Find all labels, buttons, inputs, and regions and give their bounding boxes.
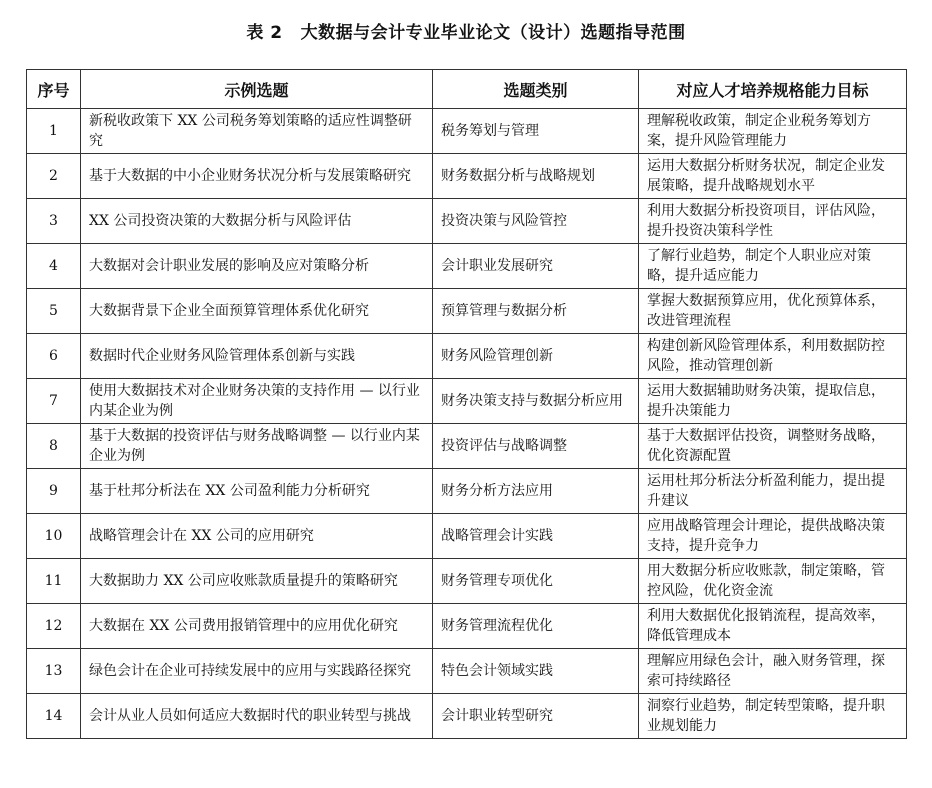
row-index: 8 — [27, 424, 81, 469]
table-row — [27, 379, 907, 424]
row-goal: 利用大数据优化报销流程，提高效率，降低管理成本 — [639, 604, 907, 649]
header-category: 选题类别 — [433, 70, 639, 109]
header-topic: 示例选题 — [81, 70, 433, 109]
row-category: 特色会计领域实践 — [433, 649, 639, 694]
row-index: 12 — [27, 604, 81, 649]
row-topic: 数据时代企业财务风险管理体系创新与实践 — [81, 334, 433, 379]
row-goal: 了解行业趋势，制定个人职业应对策略，提升适应能力 — [639, 244, 907, 289]
row-goal: 利用大数据分析投资项目，评估风险，提升投资决策科学性 — [639, 199, 907, 244]
row-index: 6 — [27, 334, 81, 379]
row-index: 11 — [27, 559, 81, 604]
row-goal: 理解应用绿色会计，融入财务管理，探索可持续路径 — [639, 649, 907, 694]
row-goal: 构建创新风险管理体系，利用数据防控风险，推动管理创新 — [639, 334, 907, 379]
row-category: 税务筹划与管理 — [433, 109, 639, 154]
row-goal: 掌握大数据预算应用，优化预算体系，改进管理流程 — [639, 289, 907, 334]
row-category: 会计职业转型研究 — [433, 694, 639, 739]
row-topic: 绿色会计在企业可持续发展中的应用与实践路径探究 — [81, 649, 433, 694]
row-goal: 基于大数据评估投资，调整财务战略，优化资源配置 — [639, 424, 907, 469]
row-category: 预算管理与数据分析 — [433, 289, 639, 334]
row-topic: 基于大数据的中小企业财务状况分析与发展策略研究 — [81, 154, 433, 199]
row-index: 7 — [27, 379, 81, 424]
table-row — [27, 514, 907, 559]
header-row — [27, 70, 907, 109]
table-row — [27, 694, 907, 739]
table-row — [27, 109, 907, 154]
table-row — [27, 559, 907, 604]
row-topic: 基于大数据的投资评估与财务战略调整 — 以行业内某企业为例 — [81, 424, 433, 469]
row-category: 财务风险管理创新 — [433, 334, 639, 379]
table-row — [27, 334, 907, 379]
row-topic: 大数据助力 XX 公司应收账款质量提升的策略研究 — [81, 559, 433, 604]
caption-text: 大数据与会计专业毕业论文（设计）选题指导范围 — [300, 23, 686, 43]
row-goal: 理解税收政策，制定企业税务筹划方案，提升风险管理能力 — [639, 109, 907, 154]
table-row — [27, 469, 907, 514]
table-row — [27, 199, 907, 244]
row-index: 5 — [27, 289, 81, 334]
row-category: 投资评估与战略调整 — [433, 424, 639, 469]
row-category: 财务决策支持与数据分析应用 — [433, 379, 639, 424]
row-category: 财务数据分析与战略规划 — [433, 154, 639, 199]
row-index: 3 — [27, 199, 81, 244]
row-index: 2 — [27, 154, 81, 199]
row-index: 4 — [27, 244, 81, 289]
topic-table — [26, 69, 907, 739]
row-topic: 大数据对会计职业发展的影响及应对策略分析 — [81, 244, 433, 289]
header-goal: 对应人才培养规格能力目标 — [639, 70, 907, 109]
row-index: 14 — [27, 694, 81, 739]
table-row — [27, 289, 907, 334]
row-goal: 应用战略管理会计理论，提供战略决策支持，提升竞争力 — [639, 514, 907, 559]
row-index: 10 — [27, 514, 81, 559]
row-category: 投资决策与风险管控 — [433, 199, 639, 244]
row-goal: 运用大数据辅助财务决策，提取信息，提升决策能力 — [639, 379, 907, 424]
row-goal: 运用杜邦分析法分析盈利能力，提出提升建议 — [639, 469, 907, 514]
row-topic: 战略管理会计在 XX 公司的应用研究 — [81, 514, 433, 559]
header-index: 序号 — [27, 70, 81, 109]
row-index: 9 — [27, 469, 81, 514]
table-row — [27, 649, 907, 694]
row-category: 财务分析方法应用 — [433, 469, 639, 514]
row-topic: 会计从业人员如何适应大数据时代的职业转型与挑战 — [81, 694, 433, 739]
row-topic: 新税收政策下 XX 公司税务筹划策略的适应性调整研究 — [81, 109, 433, 154]
row-topic: 基于杜邦分析法在 XX 公司盈利能力分析研究 — [81, 469, 433, 514]
row-goal: 用大数据分析应收账款，制定策略，管控风险，优化资金流 — [639, 559, 907, 604]
row-index: 13 — [27, 649, 81, 694]
row-category: 会计职业发展研究 — [433, 244, 639, 289]
table-row — [27, 244, 907, 289]
table-caption — [0, 18, 932, 43]
caption-label: 表 2 — [246, 23, 283, 43]
table-row — [27, 604, 907, 649]
row-category: 战略管理会计实践 — [433, 514, 639, 559]
table-row — [27, 154, 907, 199]
table-row — [27, 424, 907, 469]
row-goal: 运用大数据分析财务状况，制定企业发展策略，提升战略规划水平 — [639, 154, 907, 199]
row-goal: 洞察行业趋势，制定转型策略，提升职业规划能力 — [639, 694, 907, 739]
row-topic: XX 公司投资决策的大数据分析与风险评估 — [81, 199, 433, 244]
row-topic: 使用大数据技术对企业财务决策的支持作用 — 以行业内某企业为例 — [81, 379, 433, 424]
row-topic: 大数据在 XX 公司费用报销管理中的应用优化研究 — [81, 604, 433, 649]
table-body — [27, 109, 907, 739]
row-topic: 大数据背景下企业全面预算管理体系优化研究 — [81, 289, 433, 334]
row-index: 1 — [27, 109, 81, 154]
row-category: 财务管理专项优化 — [433, 559, 639, 604]
row-category: 财务管理流程优化 — [433, 604, 639, 649]
